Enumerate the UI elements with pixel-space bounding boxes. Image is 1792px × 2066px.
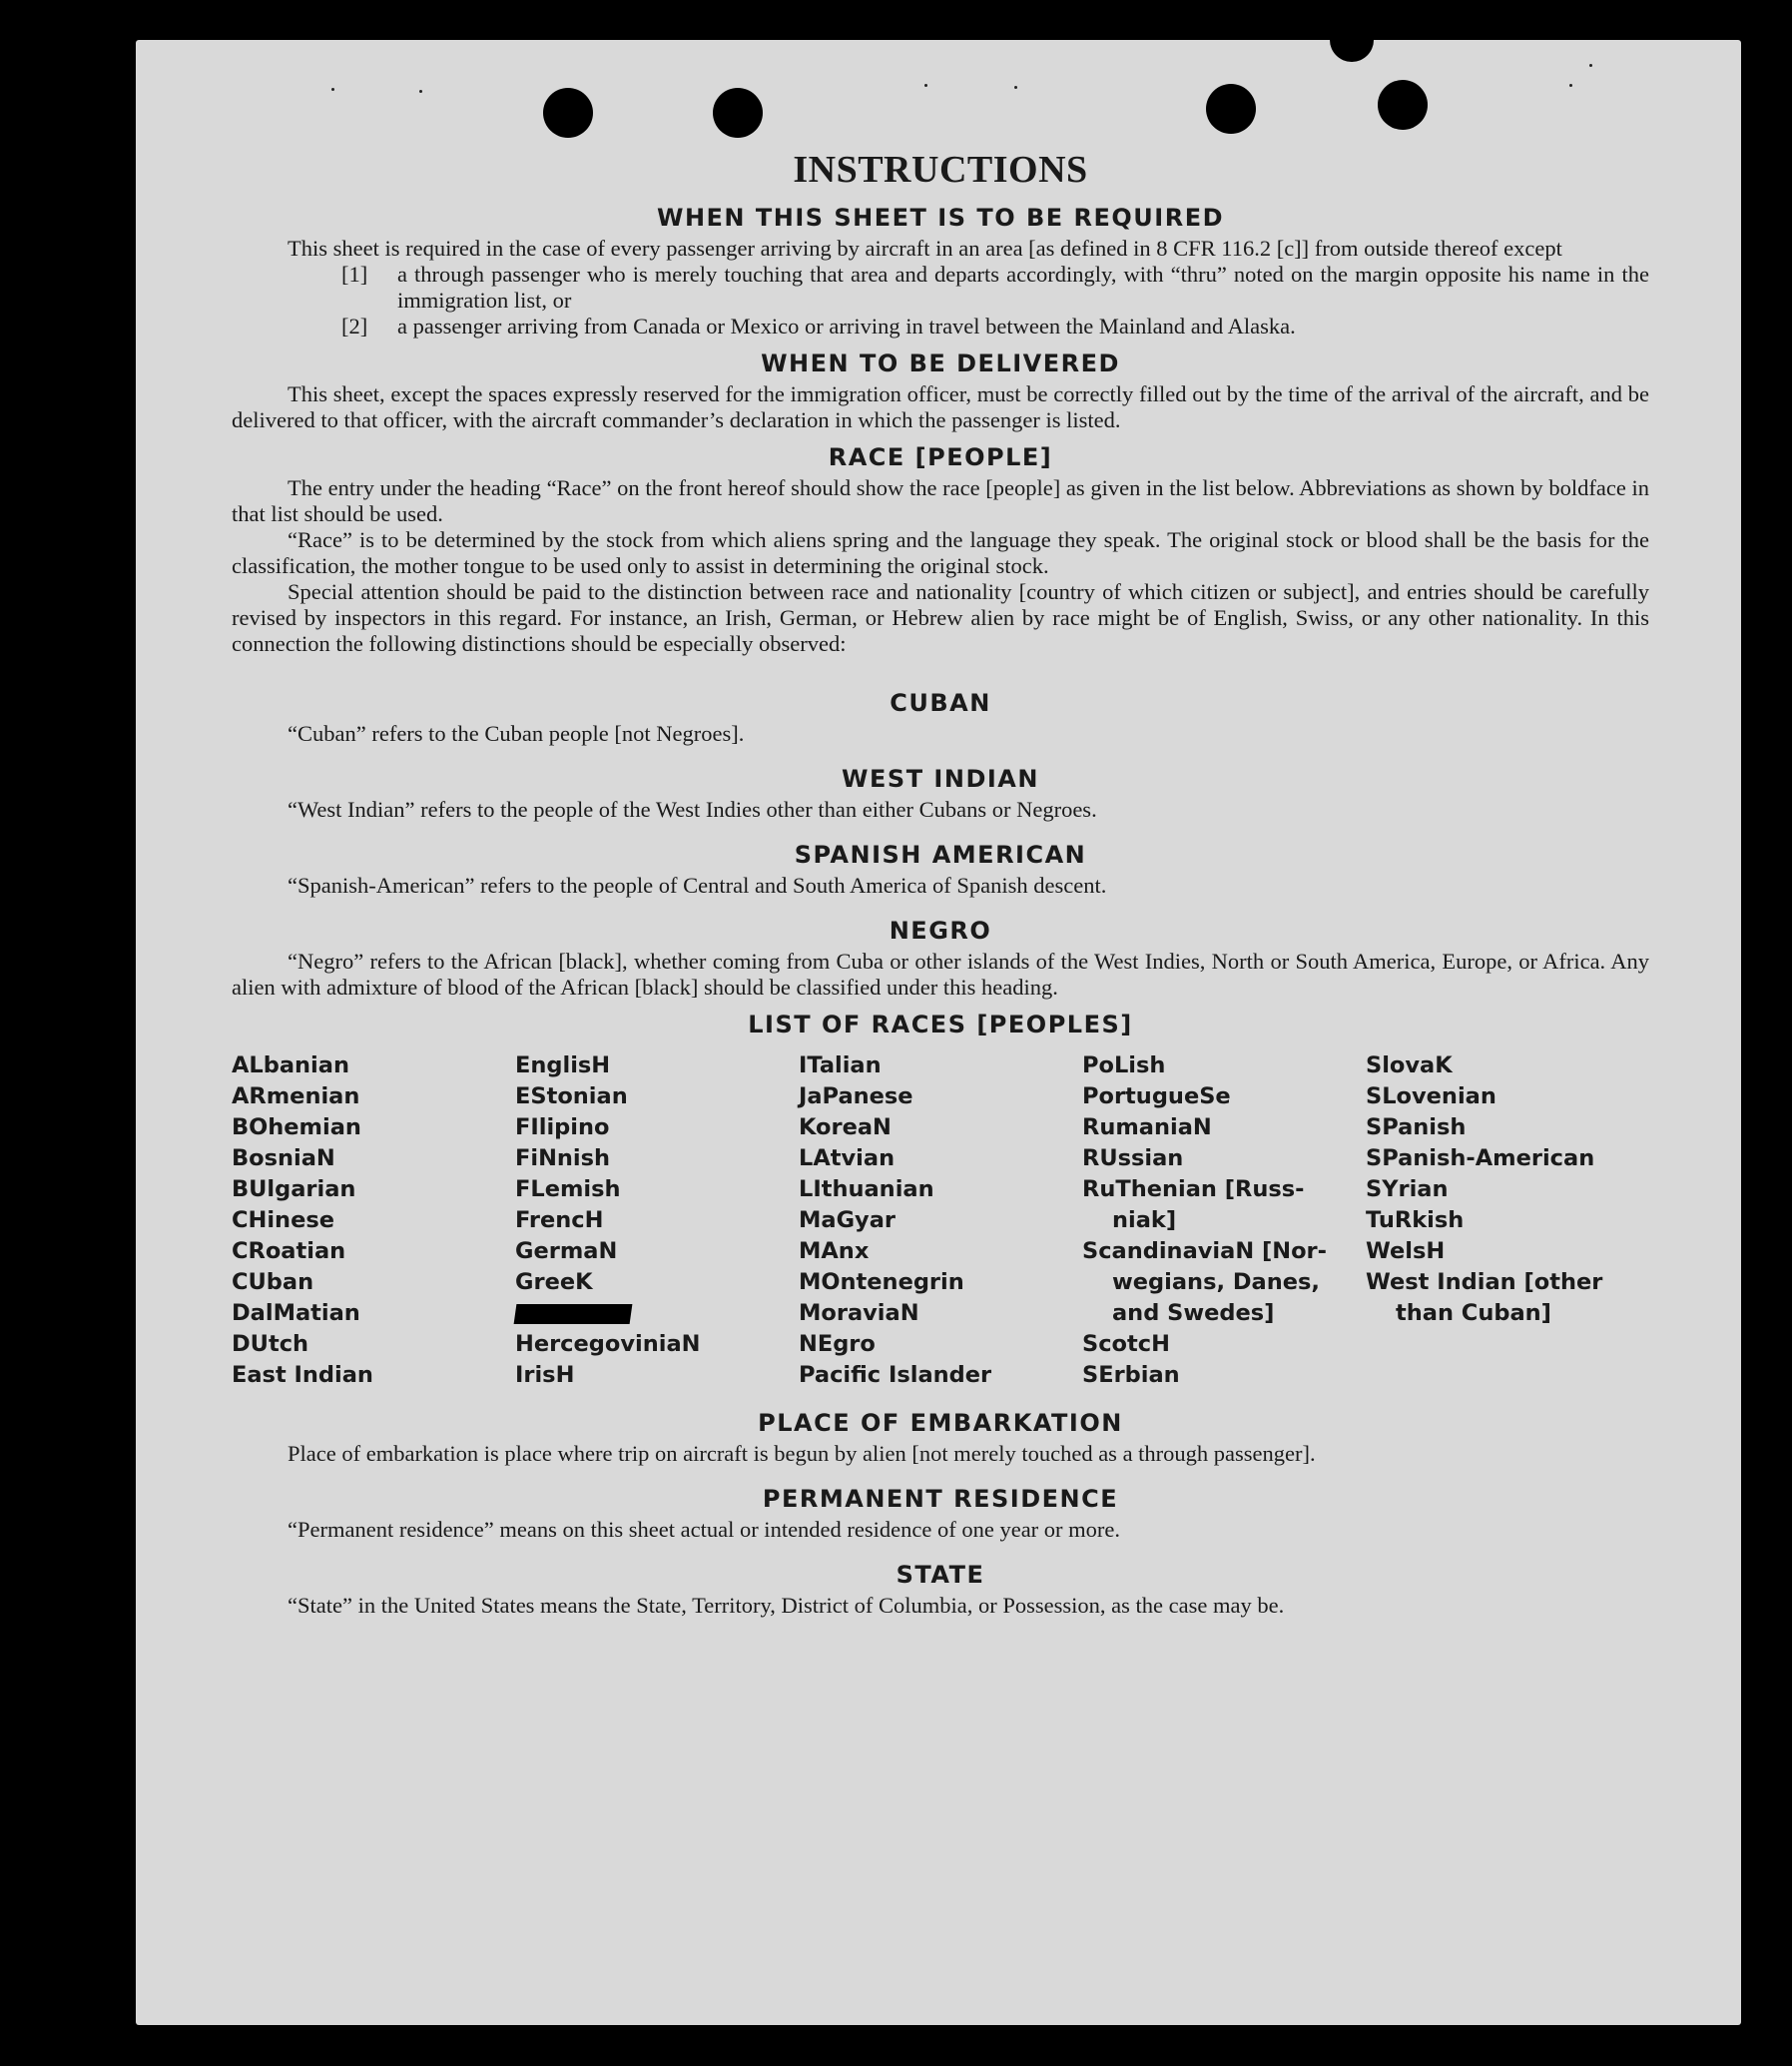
race-entry: MOntenegrin	[799, 1269, 964, 1295]
races-column-4	[1082, 1050, 1366, 1391]
west-indian-text: “West Indian” refers to the people of the West Indies other than either Cubans or Negroes.	[288, 797, 1097, 822]
heading-race: RACE [PEOPLE]	[828, 443, 1053, 471]
item-text: a through passenger who is merely touching that area and departs accordingly, with “thru” noted on the margin opposite his name in the immigration list, or	[397, 262, 1649, 313]
delivered-text: This sheet, except the spaces expressly reserved for the immigration officer, must be correctly filled out by the time of the arrival of the aircraft, and be delivered to that officer, with the aircraft commander’s declaration in which the passenger is listed.	[232, 381, 1649, 432]
speck	[1589, 64, 1592, 67]
race-entry: ARmenian	[232, 1083, 360, 1109]
state-text: “State” in the United States means the State, Territory, District of Columbia, or Possession, as the case may be.	[288, 1593, 1285, 1618]
heading-embarkation: PLACE OF EMBARKATION	[758, 1409, 1123, 1437]
heading-cuban: CUBAN	[890, 689, 991, 717]
race-entry: East Indian	[232, 1362, 373, 1388]
race-entry-continued: than Cuban]	[1396, 1300, 1551, 1326]
race-entry-continued: niak]	[1112, 1207, 1177, 1233]
race-entry: Pacific Islander	[799, 1362, 992, 1388]
embarkation-text: Place of embarkation is place where trip on aircraft is begun by alien [not merely touched as a through passenger].	[288, 1441, 1316, 1466]
race-entry: GreeK	[515, 1269, 593, 1295]
speck	[419, 90, 422, 93]
races-column-1	[232, 1050, 515, 1391]
race-entry: MoraviaN	[799, 1300, 919, 1326]
item-number: [1]	[341, 262, 368, 287]
race-entry: SLovenian	[1366, 1083, 1496, 1109]
heading-required: WHEN THIS SHEET IS TO BE REQUIRED	[656, 204, 1225, 232]
race-entry: ITalian	[799, 1052, 882, 1078]
speck	[1569, 84, 1572, 87]
race-entry: WelsH	[1366, 1238, 1446, 1264]
item-text: a passenger arriving from Canada or Mexico or arriving in travel between the Mainland and Alaska.	[397, 314, 1296, 339]
race-entry-continued: wegians, Danes,	[1112, 1269, 1320, 1295]
speck	[1014, 86, 1017, 89]
speck	[924, 84, 927, 87]
heading-list-of-races: LIST OF RACES [PEOPLES]	[748, 1011, 1133, 1038]
race-entry: NEgro	[799, 1331, 876, 1357]
race-entry: FIlipino	[515, 1114, 610, 1140]
race-entry: SPanish-American	[1366, 1145, 1595, 1171]
race-entry: FrencH	[515, 1207, 604, 1233]
race-entry: EnglisH	[515, 1052, 611, 1078]
race-entry: West Indian [other	[1366, 1269, 1603, 1295]
heading-negro: NEGRO	[889, 917, 992, 945]
punch-hole	[543, 88, 593, 138]
race-entry: LAtvian	[799, 1145, 896, 1171]
races-column-3	[799, 1050, 1082, 1391]
race-entry: SlovaK	[1366, 1052, 1453, 1078]
race-paragraph-3: Special attention should be paid to the distinction between race and nationality [country of which citizen or subject], and entries should be carefully revised by inspectors in this regard. For instance, an Irish, German, or Hebrew alien by race might be of English, Swiss, or any other nationality. In this connection the following distinctions should be especially observed:	[232, 579, 1649, 656]
race-entry: IrisH	[515, 1362, 575, 1388]
race-entry: RUssian	[1082, 1145, 1184, 1171]
spanish-american-text: “Spanish-American” refers to the people of Central and South America of Spanish descent.	[288, 873, 1107, 898]
required-intro: This sheet is required in the case of every passenger arriving by aircraft in an area [as defined in 8 CFR 116.2 [c]] from outside thereof except	[288, 236, 1562, 261]
race-entry: CHinese	[232, 1207, 334, 1233]
redacted-entry	[515, 1298, 799, 1329]
race-entry: PoLish	[1082, 1052, 1166, 1078]
race-entry: FiNnish	[515, 1145, 611, 1171]
instructions-content	[232, 140, 1649, 1619]
heading-state: STATE	[896, 1561, 985, 1589]
race-paragraph-1: The entry under the heading “Race” on the front hereof should show the race [people] as given in the list below. Abbreviations as shown by boldface in that list should be used.	[232, 475, 1649, 526]
race-entry: FLemish	[515, 1176, 621, 1202]
page-title: INSTRUCTIONS	[793, 149, 1088, 191]
exception-list	[232, 262, 1649, 340]
race-entry: BOhemian	[232, 1114, 361, 1140]
race-entry: BosniaN	[232, 1145, 335, 1171]
punch-hole	[713, 88, 763, 138]
race-entry: JaPanese	[799, 1083, 913, 1109]
race-entry: CUban	[232, 1269, 314, 1295]
race-entry: EStonian	[515, 1083, 628, 1109]
races-column-2	[515, 1050, 799, 1391]
speck	[331, 88, 334, 91]
exception-item	[341, 314, 1649, 340]
punch-hole	[1206, 84, 1256, 134]
heading-west-indian: WEST INDIAN	[842, 765, 1039, 793]
race-entry: CRoatian	[232, 1238, 346, 1264]
negro-text: “Negro” refers to the African [black], whether coming from Cuba or other islands of the West Indies, North or South America, Europe, or Africa. Any alien with admixture of blood of the African [black] should be classified under this heading.	[232, 949, 1649, 1000]
race-entry: DalMatian	[232, 1300, 360, 1326]
residence-text: “Permanent residence” means on this sheet actual or intended residence of one year or more.	[288, 1517, 1121, 1542]
race-entry: TuRkish	[1366, 1207, 1465, 1233]
races-table	[232, 1050, 1649, 1391]
races-column-5	[1366, 1050, 1649, 1391]
race-entry: RuThenian [Russ-	[1082, 1176, 1305, 1202]
race-entry: SYrian	[1366, 1176, 1449, 1202]
race-entry-continued: and Swedes]	[1112, 1300, 1275, 1326]
exception-item	[341, 262, 1649, 314]
cuban-text: “Cuban” refers to the Cuban people [not Negroes].	[288, 721, 745, 746]
race-entry: ALbanian	[232, 1052, 349, 1078]
race-entry: MaGyar	[799, 1207, 896, 1233]
race-entry: MAnx	[799, 1238, 870, 1264]
race-entry: ScotcH	[1082, 1331, 1170, 1357]
race-entry: SErbian	[1082, 1362, 1180, 1388]
race-entry: LIthuanian	[799, 1176, 934, 1202]
page-notch	[1330, 40, 1374, 62]
item-number: [2]	[341, 314, 368, 339]
race-entry: ScandinaviaN [Nor-	[1082, 1238, 1327, 1264]
race-entry: KoreaN	[799, 1114, 892, 1140]
race-entry: BUlgarian	[232, 1176, 356, 1202]
punch-hole	[1378, 80, 1428, 130]
race-entry: HercegoviniaN	[515, 1331, 701, 1357]
race-entry: GermaN	[515, 1238, 618, 1264]
race-entry: PortugueSe	[1082, 1083, 1231, 1109]
redaction-mark	[514, 1304, 633, 1324]
heading-delivered: WHEN TO BE DELIVERED	[761, 349, 1120, 377]
race-paragraph-2: “Race” is to be determined by the stock from which aliens spring and the language they speak. The original stock or blood shall be the basis for the classification, the mother tongue to be used only to assist in determining the original stock.	[232, 527, 1649, 578]
race-entry: DUtch	[232, 1331, 309, 1357]
heading-spanish-american: SPANISH AMERICAN	[794, 841, 1087, 869]
document-page	[136, 40, 1741, 2025]
race-entry: RumaniaN	[1082, 1114, 1212, 1140]
race-entry: SPanish	[1366, 1114, 1467, 1140]
heading-residence: PERMANENT RESIDENCE	[762, 1485, 1119, 1513]
